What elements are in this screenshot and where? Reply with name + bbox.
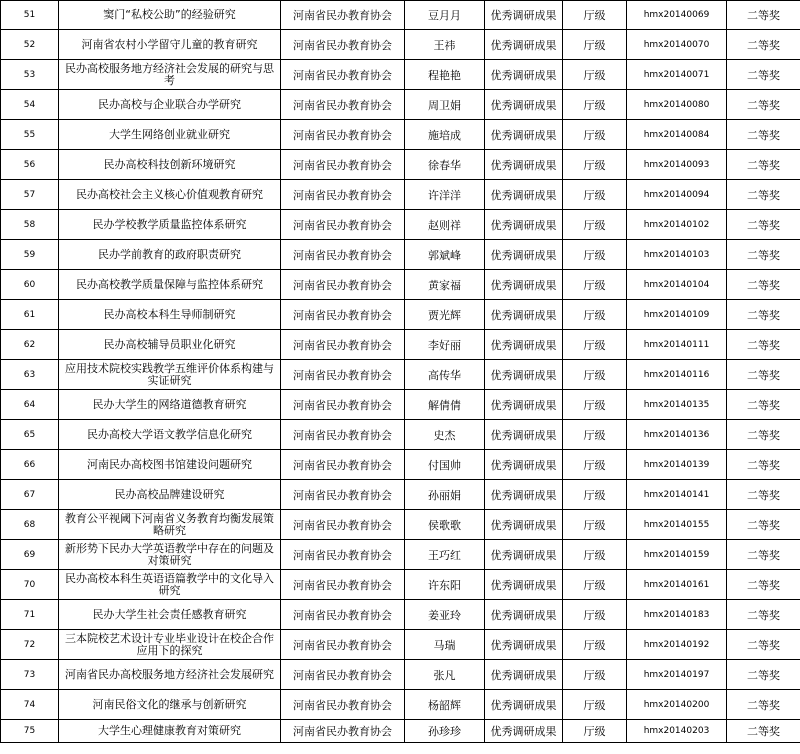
- author-name: 豆月月: [405, 1, 485, 30]
- table-row: [1, 450, 800, 480]
- project-title: 民办高校大学语文教学信息化研究: [59, 420, 281, 450]
- project-code: hmx20140139: [627, 450, 727, 480]
- award-prize: 二等奖: [727, 630, 800, 660]
- project-code: hmx20140159: [627, 540, 727, 570]
- project-code: hmx20140071: [627, 60, 727, 90]
- project-title: 民办高校辅导员职业化研究: [59, 330, 281, 360]
- award-prize: 二等奖: [727, 360, 800, 390]
- author-name: 史杰: [405, 420, 485, 450]
- organization: 河南省民办教育协会: [281, 420, 405, 450]
- award-level: 厅级: [563, 660, 627, 690]
- award-level: 厅级: [563, 570, 627, 600]
- table-row: [1, 150, 800, 180]
- author-name: 解倩倩: [405, 390, 485, 420]
- table-row: [1, 90, 800, 120]
- author-name: 侯歌歌: [405, 510, 485, 540]
- organization: 河南省民办教育协会: [281, 150, 405, 180]
- organization: 河南省民办教育协会: [281, 180, 405, 210]
- award-category: 优秀调研成果: [485, 60, 563, 90]
- award-category: 优秀调研成果: [485, 30, 563, 60]
- project-code: hmx20140080: [627, 90, 727, 120]
- organization: 河南省民办教育协会: [281, 450, 405, 480]
- project-title: 民办高校本科生导师制研究: [59, 300, 281, 330]
- project-title: 应用技术院校实践教学五维评价体系构建与实证研究: [59, 360, 281, 390]
- author-name: 张凡: [405, 660, 485, 690]
- table-row: [1, 60, 800, 90]
- row-number: 63: [1, 360, 59, 390]
- award-category: 优秀调研成果: [485, 480, 563, 510]
- award-category: 优秀调研成果: [485, 270, 563, 300]
- award-prize: 二等奖: [727, 450, 800, 480]
- award-category: 优秀调研成果: [485, 240, 563, 270]
- row-number: 54: [1, 90, 59, 120]
- table-body: [1, 1, 800, 743]
- row-number: 74: [1, 690, 59, 720]
- project-code: hmx20140135: [627, 390, 727, 420]
- project-code: hmx20140161: [627, 570, 727, 600]
- project-title: 民办学校教学质量监控体系研究: [59, 210, 281, 240]
- award-prize: 二等奖: [727, 570, 800, 600]
- organization: 河南省民办教育协会: [281, 90, 405, 120]
- award-prize: 二等奖: [727, 240, 800, 270]
- row-number: 58: [1, 210, 59, 240]
- project-code: hmx20140093: [627, 150, 727, 180]
- organization: 河南省民办教育协会: [281, 630, 405, 660]
- table-row: [1, 240, 800, 270]
- award-prize: 二等奖: [727, 660, 800, 690]
- award-category: 优秀调研成果: [485, 120, 563, 150]
- award-category: 优秀调研成果: [485, 570, 563, 600]
- organization: 河南省民办教育协会: [281, 660, 405, 690]
- award-level: 厅级: [563, 690, 627, 720]
- award-level: 厅级: [563, 120, 627, 150]
- author-name: 马瑞: [405, 630, 485, 660]
- author-name: 孙珍珍: [405, 720, 485, 743]
- project-title: 三本院校艺术设计专业毕业设计在校企合作应用下的探究: [59, 630, 281, 660]
- row-number: 64: [1, 390, 59, 420]
- table-row: [1, 270, 800, 300]
- award-level: 厅级: [563, 150, 627, 180]
- row-number: 70: [1, 570, 59, 600]
- award-category: 优秀调研成果: [485, 1, 563, 30]
- table-row: [1, 360, 800, 390]
- project-code: hmx20140116: [627, 360, 727, 390]
- project-title: 民办大学生的网络道德教育研究: [59, 390, 281, 420]
- award-category: 优秀调研成果: [485, 720, 563, 743]
- award-prize: 二等奖: [727, 120, 800, 150]
- organization: 河南省民办教育协会: [281, 1, 405, 30]
- award-category: 优秀调研成果: [485, 450, 563, 480]
- row-number: 61: [1, 300, 59, 330]
- table-row: [1, 570, 800, 600]
- table-row: [1, 690, 800, 720]
- organization: 河南省民办教育协会: [281, 300, 405, 330]
- row-number: 75: [1, 720, 59, 743]
- award-category: 优秀调研成果: [485, 330, 563, 360]
- award-category: 优秀调研成果: [485, 150, 563, 180]
- award-level: 厅级: [563, 390, 627, 420]
- project-title: 河南民俗文化的继承与创新研究: [59, 690, 281, 720]
- award-category: 优秀调研成果: [485, 390, 563, 420]
- award-category: 优秀调研成果: [485, 420, 563, 450]
- project-code: hmx20140104: [627, 270, 727, 300]
- project-code: hmx20140102: [627, 210, 727, 240]
- author-name: 高传华: [405, 360, 485, 390]
- project-title: 窦门“私校公助”的经验研究: [59, 1, 281, 30]
- award-level: 厅级: [563, 630, 627, 660]
- award-level: 厅级: [563, 60, 627, 90]
- project-code: hmx20140141: [627, 480, 727, 510]
- award-category: 优秀调研成果: [485, 360, 563, 390]
- row-number: 66: [1, 450, 59, 480]
- author-name: 许洋洋: [405, 180, 485, 210]
- award-prize: 二等奖: [727, 690, 800, 720]
- award-level: 厅级: [563, 420, 627, 450]
- award-level: 厅级: [563, 540, 627, 570]
- row-number: 72: [1, 630, 59, 660]
- project-code: hmx20140109: [627, 300, 727, 330]
- table-row: [1, 390, 800, 420]
- project-code: hmx20140197: [627, 660, 727, 690]
- award-level: 厅级: [563, 90, 627, 120]
- award-prize: 二等奖: [727, 540, 800, 570]
- award-prize: 二等奖: [727, 720, 800, 743]
- table-row: [1, 480, 800, 510]
- author-name: 王巧红: [405, 540, 485, 570]
- table-row: [1, 720, 800, 743]
- award-level: 厅级: [563, 270, 627, 300]
- row-number: 56: [1, 150, 59, 180]
- author-name: 施培成: [405, 120, 485, 150]
- author-name: 贾光辉: [405, 300, 485, 330]
- organization: 河南省民办教育协会: [281, 120, 405, 150]
- row-number: 53: [1, 60, 59, 90]
- project-title: 民办高校与企业联合办学研究: [59, 90, 281, 120]
- table-row: [1, 180, 800, 210]
- organization: 河南省民办教育协会: [281, 210, 405, 240]
- organization: 河南省民办教育协会: [281, 480, 405, 510]
- project-title: 民办高校教学质量保障与监控体系研究: [59, 270, 281, 300]
- project-title: 民办学前教育的政府职责研究: [59, 240, 281, 270]
- author-name: 杨韶辉: [405, 690, 485, 720]
- award-prize: 二等奖: [727, 600, 800, 630]
- organization: 河南省民办教育协会: [281, 600, 405, 630]
- organization: 河南省民办教育协会: [281, 240, 405, 270]
- table-row: [1, 300, 800, 330]
- author-name: 赵则祥: [405, 210, 485, 240]
- table-row: [1, 330, 800, 360]
- project-title: 民办高校科技创新环境研究: [59, 150, 281, 180]
- table-row: [1, 210, 800, 240]
- organization: 河南省民办教育协会: [281, 390, 405, 420]
- author-name: 郭斌峰: [405, 240, 485, 270]
- organization: 河南省民办教育协会: [281, 30, 405, 60]
- table-row: [1, 630, 800, 660]
- project-code: hmx20140200: [627, 690, 727, 720]
- award-level: 厅级: [563, 450, 627, 480]
- project-code: hmx20140183: [627, 600, 727, 630]
- row-number: 62: [1, 330, 59, 360]
- award-prize: 二等奖: [727, 30, 800, 60]
- award-level: 厅级: [563, 600, 627, 630]
- award-category: 优秀调研成果: [485, 300, 563, 330]
- author-name: 孙丽娟: [405, 480, 485, 510]
- author-name: 程艳艳: [405, 60, 485, 90]
- author-name: 姜亚玲: [405, 600, 485, 630]
- project-title: 民办高校服务地方经济社会发展的研究与思考: [59, 60, 281, 90]
- table-row: [1, 420, 800, 450]
- award-prize: 二等奖: [727, 510, 800, 540]
- row-number: 52: [1, 30, 59, 60]
- table-row: [1, 600, 800, 630]
- project-code: hmx20140084: [627, 120, 727, 150]
- award-prize: 二等奖: [727, 270, 800, 300]
- author-name: 李好丽: [405, 330, 485, 360]
- award-level: 厅级: [563, 330, 627, 360]
- row-number: 57: [1, 180, 59, 210]
- award-prize: 二等奖: [727, 390, 800, 420]
- organization: 河南省民办教育协会: [281, 330, 405, 360]
- award-level: 厅级: [563, 360, 627, 390]
- award-level: 厅级: [563, 480, 627, 510]
- award-prize: 二等奖: [727, 1, 800, 30]
- award-prize: 二等奖: [727, 210, 800, 240]
- project-title: 民办大学生社会责任感教育研究: [59, 600, 281, 630]
- author-name: 付国帅: [405, 450, 485, 480]
- table-row: [1, 540, 800, 570]
- award-category: 优秀调研成果: [485, 510, 563, 540]
- award-level: 厅级: [563, 240, 627, 270]
- award-level: 厅级: [563, 180, 627, 210]
- award-level: 厅级: [563, 720, 627, 743]
- organization: 河南省民办教育协会: [281, 720, 405, 743]
- organization: 河南省民办教育协会: [281, 60, 405, 90]
- project-code: hmx20140103: [627, 240, 727, 270]
- award-prize: 二等奖: [727, 180, 800, 210]
- award-category: 优秀调研成果: [485, 630, 563, 660]
- award-level: 厅级: [563, 300, 627, 330]
- table-row: [1, 660, 800, 690]
- award-level: 厅级: [563, 1, 627, 30]
- award-category: 优秀调研成果: [485, 540, 563, 570]
- row-number: 51: [1, 1, 59, 30]
- author-name: 周卫娟: [405, 90, 485, 120]
- project-title: 新形势下民办大学英语教学中存在的问题及对策研究: [59, 540, 281, 570]
- award-prize: 二等奖: [727, 300, 800, 330]
- row-number: 59: [1, 240, 59, 270]
- award-category: 优秀调研成果: [485, 90, 563, 120]
- project-title: 河南省民办高校服务地方经济社会发展研究: [59, 660, 281, 690]
- award-category: 优秀调研成果: [485, 180, 563, 210]
- award-prize: 二等奖: [727, 330, 800, 360]
- author-name: 许东阳: [405, 570, 485, 600]
- project-title: 民办高校本科生英语语篇教学中的文化导入研究: [59, 570, 281, 600]
- project-code: hmx20140136: [627, 420, 727, 450]
- project-code: hmx20140069: [627, 1, 727, 30]
- row-number: 55: [1, 120, 59, 150]
- project-code: hmx20140070: [627, 30, 727, 60]
- award-level: 厅级: [563, 510, 627, 540]
- organization: 河南省民办教育协会: [281, 690, 405, 720]
- organization: 河南省民办教育协会: [281, 570, 405, 600]
- award-prize: 二等奖: [727, 90, 800, 120]
- project-code: hmx20140094: [627, 180, 727, 210]
- project-code: hmx20140155: [627, 510, 727, 540]
- award-category: 优秀调研成果: [485, 660, 563, 690]
- table-row: [1, 1, 800, 30]
- row-number: 73: [1, 660, 59, 690]
- row-number: 69: [1, 540, 59, 570]
- award-prize: 二等奖: [727, 480, 800, 510]
- table-row: [1, 30, 800, 60]
- project-title: 河南省农村小学留守儿童的教育研究: [59, 30, 281, 60]
- award-category: 优秀调研成果: [485, 690, 563, 720]
- project-code: hmx20140192: [627, 630, 727, 660]
- project-title: 河南民办高校图书馆建设问题研究: [59, 450, 281, 480]
- project-title: 大学生心理健康教育对策研究: [59, 720, 281, 743]
- project-title: 教育公平视阈下河南省义务教育均衡发展策略研究: [59, 510, 281, 540]
- author-name: 王祎: [405, 30, 485, 60]
- award-prize: 二等奖: [727, 60, 800, 90]
- organization: 河南省民办教育协会: [281, 270, 405, 300]
- award-prize: 二等奖: [727, 420, 800, 450]
- award-level: 厅级: [563, 30, 627, 60]
- project-code: hmx20140111: [627, 330, 727, 360]
- award-category: 优秀调研成果: [485, 600, 563, 630]
- author-name: 徐春华: [405, 150, 485, 180]
- organization: 河南省民办教育协会: [281, 510, 405, 540]
- project-code: hmx20140203: [627, 720, 727, 743]
- project-title: 大学生网络创业就业研究: [59, 120, 281, 150]
- row-number: 65: [1, 420, 59, 450]
- table-row: [1, 510, 800, 540]
- award-level: 厅级: [563, 210, 627, 240]
- organization: 河南省民办教育协会: [281, 360, 405, 390]
- award-category: 优秀调研成果: [485, 210, 563, 240]
- author-name: 黄家福: [405, 270, 485, 300]
- organization: 河南省民办教育协会: [281, 540, 405, 570]
- row-number: 68: [1, 510, 59, 540]
- table-row: [1, 120, 800, 150]
- row-number: 67: [1, 480, 59, 510]
- row-number: 71: [1, 600, 59, 630]
- project-title: 民办高校品牌建设研究: [59, 480, 281, 510]
- row-number: 60: [1, 270, 59, 300]
- award-prize: 二等奖: [727, 150, 800, 180]
- project-title: 民办高校社会主义核心价值观教育研究: [59, 180, 281, 210]
